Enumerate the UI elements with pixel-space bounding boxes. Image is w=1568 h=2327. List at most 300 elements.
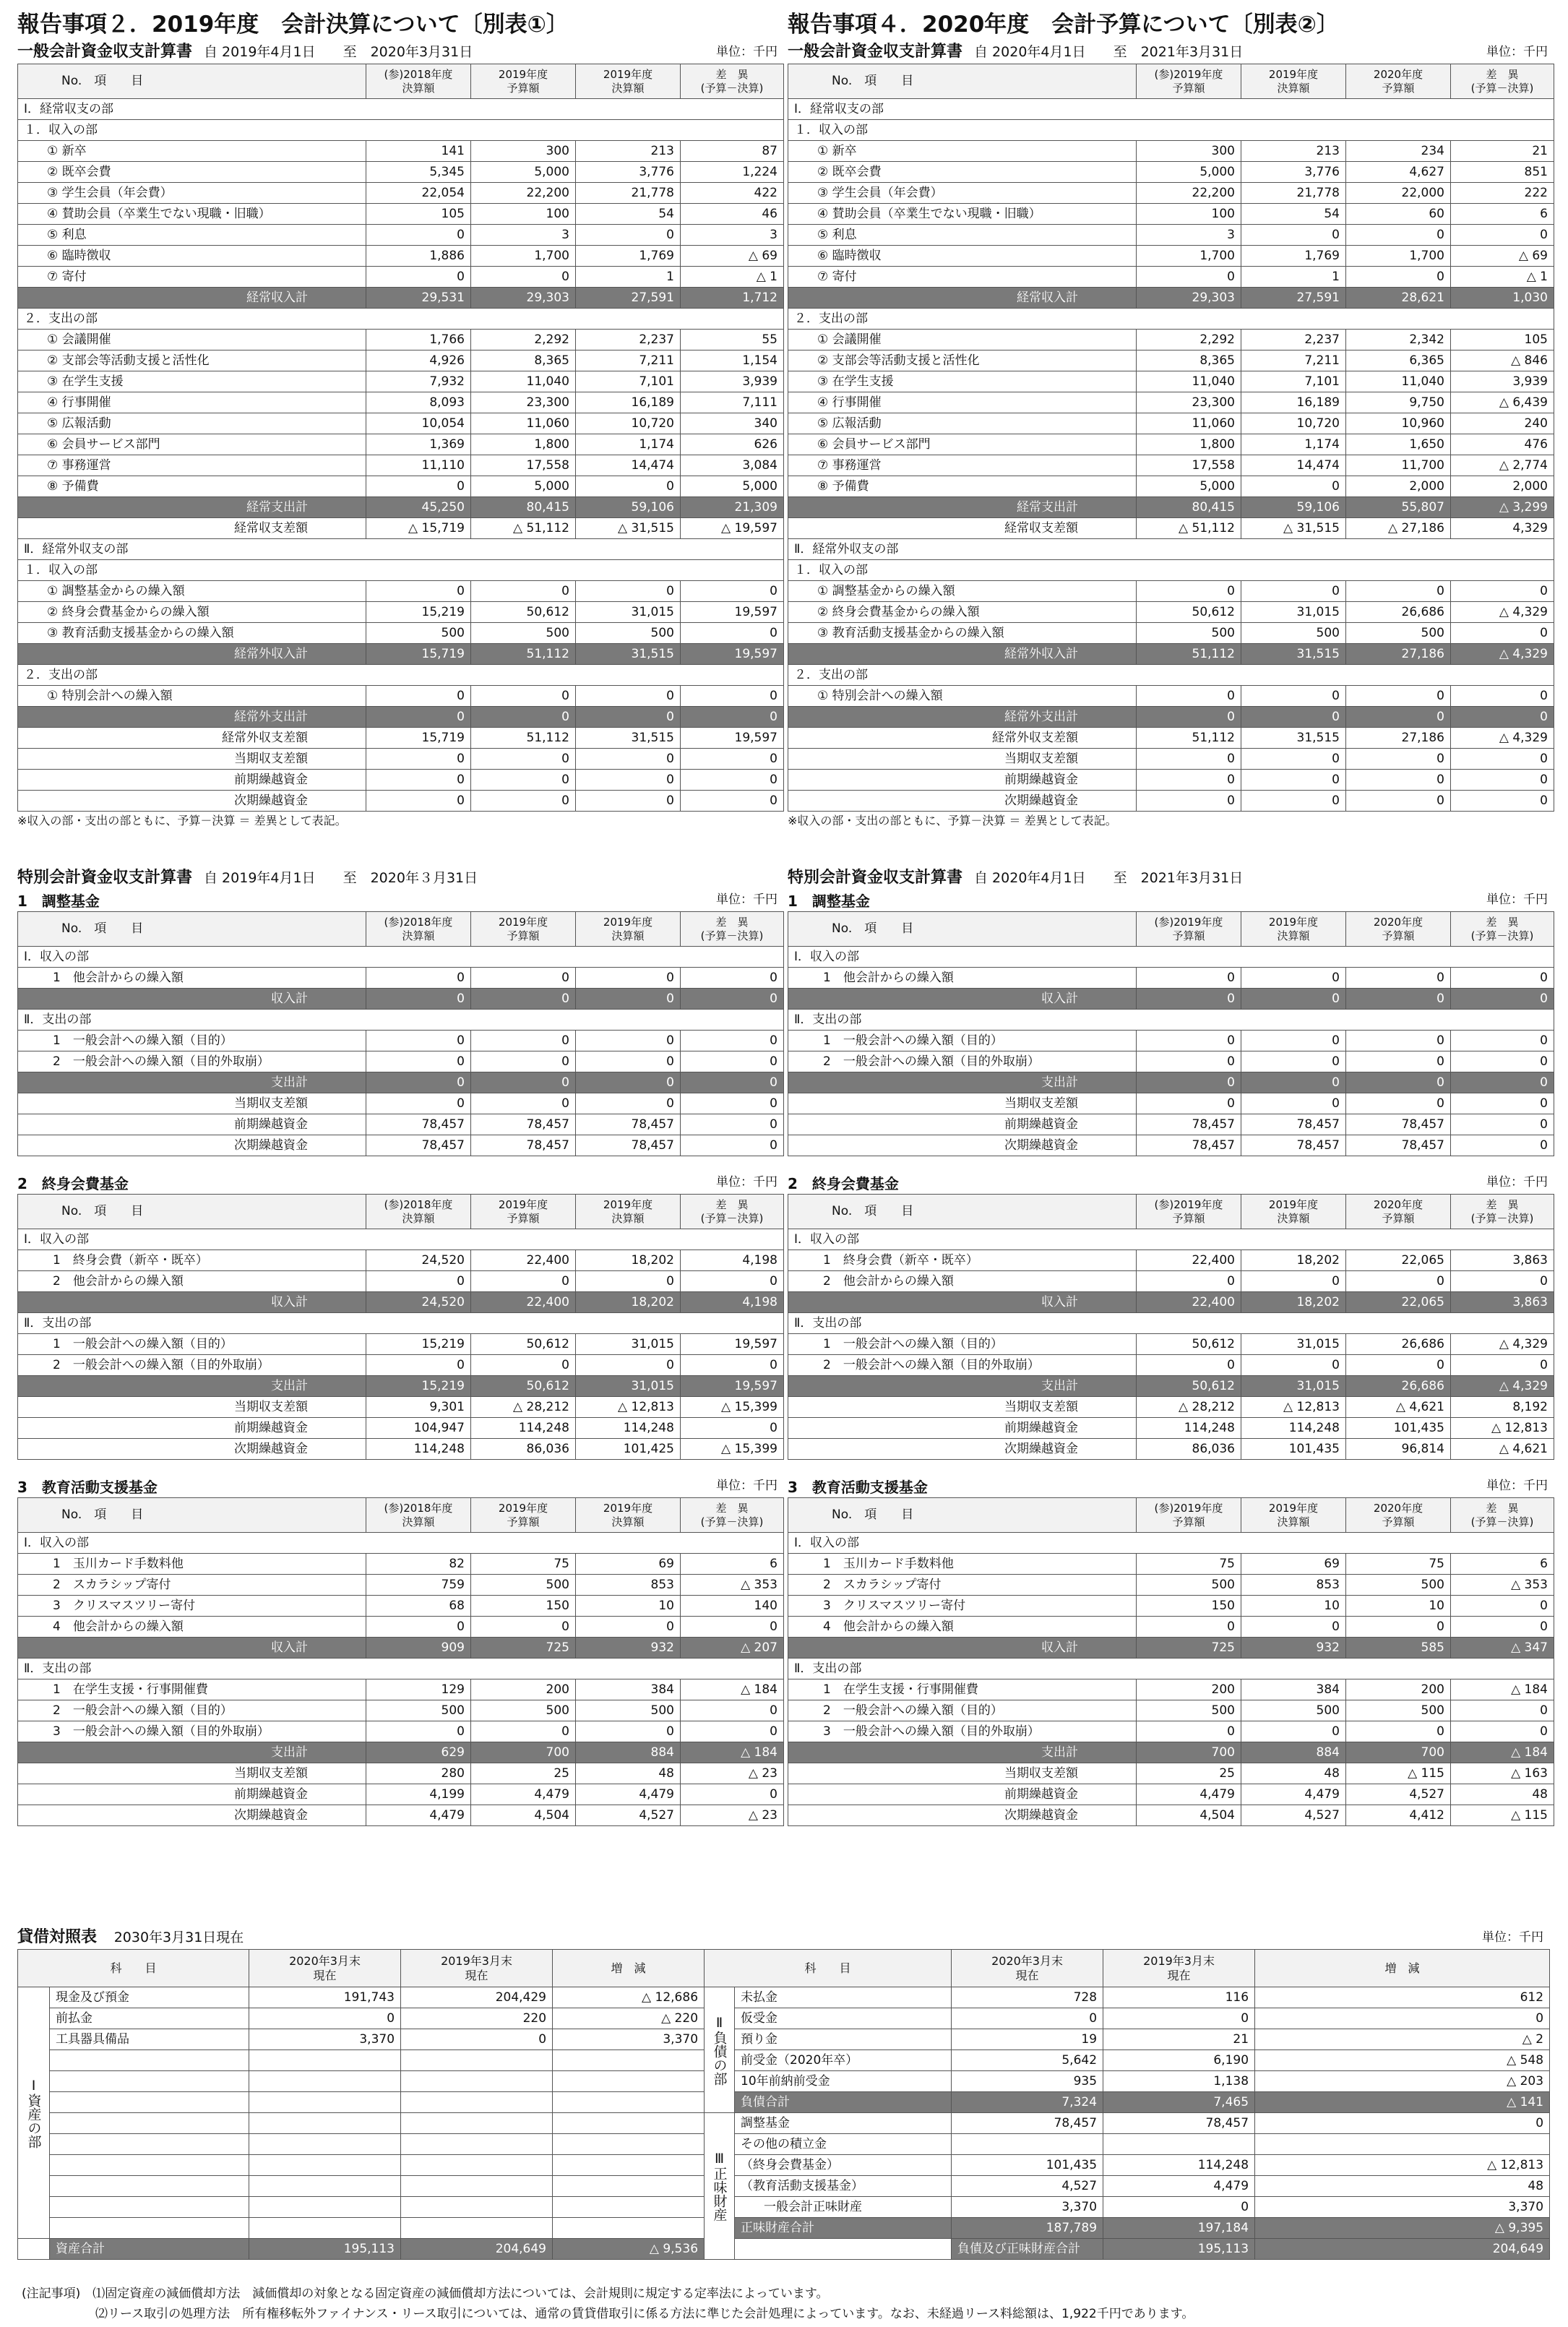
cell-value: 11,110	[366, 455, 471, 476]
row-label: 次期繰越資金	[18, 791, 366, 812]
cell-value: 0	[366, 1355, 471, 1376]
summary-row	[788, 791, 1554, 812]
section-label: Ⅰ．収入の部	[788, 1533, 1554, 1554]
row-label: ⑧ 予備費	[18, 476, 366, 497]
cell-value: 27,591	[1241, 288, 1346, 309]
balance-sheet-title: 貸借対照表	[17, 1928, 98, 1946]
cell-value: 55	[681, 330, 784, 350]
cell-value: 14,474	[1241, 455, 1346, 476]
cell-value: 0	[1255, 2008, 1550, 2029]
column-header: 2020年度 予算額	[1346, 912, 1451, 947]
cell-value: 0	[366, 1093, 471, 1114]
row-label: 2 他会計からの繰入額	[18, 1271, 366, 1292]
cell-value: 4,504	[1137, 1805, 1241, 1826]
cell-value: 384	[576, 1679, 681, 1700]
cell-value: 0	[1451, 1596, 1554, 1617]
cell-value: 48	[1255, 2176, 1550, 2197]
cell-value: 1,700	[1346, 246, 1451, 267]
section-label: １．収入の部	[788, 120, 1554, 141]
row-label: （教育活動支援基金）	[735, 2176, 952, 2197]
cell-value: 213	[576, 141, 681, 162]
cell-value: 0	[366, 476, 471, 497]
cell-value: 114,248	[1137, 1418, 1241, 1439]
table-row	[788, 330, 1554, 350]
period-label: 自 2020年4月1日 至 2021年3月31日	[974, 44, 1244, 60]
cell-value: 25	[471, 1763, 576, 1784]
row-label: 仮受金	[735, 2008, 952, 2029]
cell-value: 0	[1137, 707, 1241, 728]
cell-value: 48	[1451, 1784, 1554, 1805]
section-row	[18, 1229, 784, 1250]
cell-value: 0	[471, 1031, 576, 1051]
cell-value: 10	[1346, 1596, 1451, 1617]
section-row	[788, 1010, 1554, 1031]
row-label: 現金及び預金	[50, 1987, 249, 2008]
total-row	[788, 1638, 1554, 1659]
cell-value: 4,479	[471, 1784, 576, 1805]
row-label: 経常支出計	[18, 497, 366, 518]
column-header: 科 目	[705, 1950, 952, 1987]
cell-value: 0	[366, 581, 471, 602]
table-row	[18, 2092, 1550, 2113]
cell-value: 0	[249, 2008, 401, 2029]
row-label: 収入計	[18, 1638, 366, 1659]
summary-row	[788, 1135, 1554, 1156]
table-header	[18, 912, 784, 947]
cell-value: △ 2,774	[1451, 455, 1554, 476]
cell-value: 0	[681, 989, 784, 1010]
cell-value: 0	[681, 749, 784, 770]
cell-value: 0	[1451, 225, 1554, 246]
special-account-title: 特別会計資金収支計算書	[788, 869, 963, 887]
cell-value: 0	[681, 968, 784, 989]
cell-value: 60	[1346, 204, 1451, 225]
cell-value	[401, 2197, 553, 2218]
fund-table	[17, 1497, 784, 1826]
table-row	[788, 1700, 1554, 1721]
cell-value: △ 23	[681, 1805, 784, 1826]
cell-value: 300	[471, 141, 576, 162]
cell-value: 0	[1137, 1093, 1241, 1114]
cell-value: 0	[681, 791, 784, 812]
row-label: 支出計	[788, 1742, 1137, 1763]
cell-value: 19,597	[681, 602, 784, 623]
cell-value: 45,250	[366, 497, 471, 518]
cell-value: 500	[1346, 623, 1451, 644]
table-note: ※収入の部・支出の部ともに、予算－決算 ＝ 差異として表記。	[788, 814, 1117, 827]
column-header: 差 異 (予算－決算)	[681, 1498, 784, 1533]
cell-value: 0	[576, 1617, 681, 1638]
cell-value	[401, 2113, 553, 2134]
cell-value: 0	[401, 2029, 553, 2050]
row-label: ④ 行事開催	[18, 392, 366, 413]
cell-value: 500	[1346, 1575, 1451, 1596]
cell-value: 0	[471, 1051, 576, 1072]
cell-value: 626	[681, 434, 784, 455]
cell-value	[249, 2218, 401, 2239]
cell-value: 22,065	[1346, 1250, 1451, 1271]
row-label: 経常支出計	[788, 497, 1137, 518]
row-label: 1 在学生支援・行事開催費	[18, 1679, 366, 1700]
special-account-heading	[788, 866, 1554, 890]
table-row	[788, 1617, 1554, 1638]
cell-value: 0	[471, 1721, 576, 1742]
cell-value: 0	[1241, 749, 1346, 770]
table-row	[18, 267, 784, 288]
cell-value: 0	[1451, 1700, 1554, 1721]
cell-value: 1,369	[366, 434, 471, 455]
row-label: 当期収支差額	[788, 1093, 1137, 1114]
cell-value: 0	[1241, 791, 1346, 812]
total-row	[18, 1072, 784, 1093]
cell-value: 204,649	[401, 2239, 553, 2260]
cell-value: 11,040	[471, 371, 576, 392]
cell-value: 280	[366, 1763, 471, 1784]
row-label: 当期収支差額	[18, 1763, 366, 1784]
cell-value: △ 1	[681, 267, 784, 288]
cell-value: 0	[1451, 1051, 1554, 1072]
table-row	[18, 1721, 784, 1742]
cell-value: 50,612	[471, 1376, 576, 1397]
unit-label: 単位：千円	[1486, 1479, 1548, 1493]
row-label: ① 新卒	[788, 141, 1137, 162]
table-row	[788, 1679, 1554, 1700]
section-label: Ⅱ．支出の部	[788, 1010, 1554, 1031]
summary-row	[18, 518, 784, 539]
fund-table	[788, 1194, 1554, 1460]
column-header: 2019年度 決算額	[1241, 64, 1346, 99]
cell-value: 0	[471, 968, 576, 989]
total-row	[788, 1742, 1554, 1763]
cell-value: 500	[1137, 1575, 1241, 1596]
section-row	[788, 1659, 1554, 1679]
table-row	[18, 2176, 1550, 2197]
column-header: 差 異 (予算－決算)	[1451, 912, 1554, 947]
cell-value: 7,111	[681, 392, 784, 413]
total-row	[788, 1292, 1554, 1313]
cell-value: 4,198	[681, 1292, 784, 1313]
row-label: 3 一般会計への繰入額（目的外取崩）	[18, 1721, 366, 1742]
cell-value: 100	[471, 204, 576, 225]
cell-value: 1,700	[471, 246, 576, 267]
row-label	[50, 2155, 249, 2176]
cell-value: 0	[1137, 1721, 1241, 1742]
cell-value: 29,303	[1137, 288, 1241, 309]
cell-value: 22,200	[1137, 183, 1241, 204]
cell-value: 0	[1451, 581, 1554, 602]
cell-value: 1	[576, 267, 681, 288]
row-label	[50, 2071, 249, 2092]
cell-value: 853	[1241, 1575, 1346, 1596]
cell-value: 0	[1451, 1271, 1554, 1292]
row-label: 次期繰越資金	[788, 1135, 1137, 1156]
column-header: 2019年度 決算額	[576, 912, 681, 947]
cell-value: 48	[1241, 1763, 1346, 1784]
row-label: ② 既卒会費	[18, 162, 366, 183]
row-label: 前期繰越資金	[788, 770, 1137, 791]
cell-value: △ 846	[1451, 350, 1554, 371]
cell-value: 96,814	[1346, 1439, 1451, 1460]
row-label: 前期繰越資金	[788, 1418, 1137, 1439]
cell-value: △ 141	[1255, 2092, 1550, 2113]
column-header: (参)2018年度 決算額	[366, 1498, 471, 1533]
table-row	[18, 1679, 784, 1700]
cell-value	[249, 2155, 401, 2176]
cell-value: 0	[681, 1617, 784, 1638]
cell-value: 5,345	[366, 162, 471, 183]
cell-value: 0	[1137, 1031, 1241, 1051]
cell-value: 0	[576, 989, 681, 1010]
cell-value: 213	[1241, 141, 1346, 162]
table-row	[788, 1334, 1554, 1355]
section-label: Ⅱ．経常外収支の部	[18, 539, 784, 560]
cell-value: 3,863	[1451, 1250, 1554, 1271]
cell-value: △ 51,112	[1137, 518, 1241, 539]
cell-value: 78,457	[576, 1114, 681, 1135]
cell-value: △ 12,686	[553, 1987, 705, 2008]
cell-value: 22,400	[471, 1250, 576, 1271]
cell-value: 1	[1241, 267, 1346, 288]
cell-value: 0	[576, 1271, 681, 1292]
cell-value: 1,700	[1137, 246, 1241, 267]
cell-value: 150	[1137, 1596, 1241, 1617]
summary-row	[18, 791, 784, 812]
table-row	[788, 476, 1554, 497]
cell-value: 0	[1451, 1721, 1554, 1742]
row-label: 1 終身会費（新卒・既卒）	[18, 1250, 366, 1271]
fund-title: 2 終身会費基金	[788, 1175, 899, 1192]
cell-value: 2,292	[1137, 330, 1241, 350]
section-row	[788, 539, 1554, 560]
section-row	[788, 309, 1554, 330]
section-row	[788, 120, 1554, 141]
fund-table	[788, 911, 1554, 1156]
column-header: 差 異 (予算－決算)	[1451, 1195, 1554, 1229]
cell-value: 0	[366, 989, 471, 1010]
period-label: 自 2019年4月1日 至 2020年３月31日	[204, 870, 478, 886]
cell-value: △ 69	[681, 246, 784, 267]
row-label: 支出計	[788, 1376, 1137, 1397]
cell-value: 18,202	[576, 1292, 681, 1313]
unit-label: 単位：千円	[716, 892, 777, 907]
cell-value: 22,400	[1137, 1250, 1241, 1271]
cell-value: 78,457	[1241, 1135, 1346, 1156]
table-row	[18, 183, 784, 204]
cell-value: 853	[576, 1575, 681, 1596]
cell-value: 0	[1255, 2113, 1550, 2134]
cell-value: 0	[1241, 1721, 1346, 1742]
general-account-table	[788, 64, 1554, 812]
cell-value: 0	[576, 1355, 681, 1376]
column-header: No. 項 目	[18, 1498, 366, 1533]
row-label: 経常外支出計	[18, 707, 366, 728]
cell-value	[1255, 2134, 1550, 2155]
section-row	[18, 1010, 784, 1031]
table-row	[788, 455, 1554, 476]
row-label: ⑦ 事務運営	[788, 455, 1137, 476]
cell-value	[401, 2071, 553, 2092]
fund-title: 3 教育活動支援基金	[17, 1479, 158, 1496]
cell-value: 0	[1241, 1051, 1346, 1072]
table-row	[18, 413, 784, 434]
column-header: No. 項 目	[18, 1195, 366, 1229]
cell-value: 200	[471, 1679, 576, 1700]
cell-value: 0	[366, 1051, 471, 1072]
cell-value	[401, 2134, 553, 2155]
row-label: 当期収支差額	[788, 1763, 1137, 1784]
cell-value: 31,015	[576, 602, 681, 623]
cell-value: 4,627	[1346, 162, 1451, 183]
cell-value: 500	[471, 1575, 576, 1596]
cell-value: 78,457	[1346, 1135, 1451, 1156]
row-label: 1 一般会計への繰入額（目的）	[788, 1334, 1137, 1355]
general-account-title: 一般会計資金収支計算書	[17, 43, 193, 61]
cell-value: 2,292	[471, 330, 576, 350]
row-label: ③ 教育活動支援基金からの繰入額	[788, 623, 1137, 644]
row-label: ⑤ 利息	[788, 225, 1137, 246]
cell-value: 0	[576, 707, 681, 728]
cell-value: 0	[1346, 686, 1451, 707]
cell-value: 68	[366, 1596, 471, 1617]
row-label: 次期繰越資金	[788, 791, 1137, 812]
row-label: 経常外収入計	[788, 644, 1137, 665]
cell-value	[553, 2113, 705, 2134]
cell-value: 101,425	[576, 1439, 681, 1460]
cell-value: △ 548	[1255, 2050, 1550, 2071]
row-label: ② 支部会等活動支援と活性化	[788, 350, 1137, 371]
cell-value: 0	[471, 707, 576, 728]
row-label: 経常外支出計	[788, 707, 1137, 728]
cell-value: 0	[681, 770, 784, 791]
cell-value: 0	[681, 623, 784, 644]
cell-value: 1,712	[681, 288, 784, 309]
cell-value: 0	[1241, 770, 1346, 791]
column-header: 差 異 (予算－決算)	[681, 1195, 784, 1229]
column-header: 2020年3月末 現在	[249, 1950, 401, 1987]
cell-value: 11,040	[1137, 371, 1241, 392]
asset-section-label: Ⅰ資産の部	[18, 1987, 50, 2239]
row-label: ⑥ 会員サービス部門	[18, 434, 366, 455]
cell-value: 6	[681, 1554, 784, 1575]
fund-heading	[788, 890, 1554, 911]
cell-value: 22,000	[1346, 183, 1451, 204]
cell-value: △ 69	[1451, 246, 1554, 267]
cell-value: 422	[681, 183, 784, 204]
cell-value: 11,040	[1346, 371, 1451, 392]
cell-value: 21,778	[1241, 183, 1346, 204]
cell-value: 2,342	[1346, 330, 1451, 350]
cell-value: 4,412	[1346, 1805, 1451, 1826]
cell-value	[249, 2113, 401, 2134]
cell-value: 6,190	[1103, 2050, 1255, 2071]
cell-value: 200	[1137, 1679, 1241, 1700]
column-header: No. 項 目	[18, 64, 366, 99]
table-row	[788, 204, 1554, 225]
cell-value: 240	[1451, 413, 1554, 434]
section-label: Ⅰ．経常収支の部	[18, 99, 784, 120]
row-label: 2 一般会計への繰入額（目的）	[788, 1700, 1137, 1721]
row-label: ③ 在学生支援	[788, 371, 1137, 392]
cell-value: 8,365	[471, 350, 576, 371]
cell-value: 1,174	[576, 434, 681, 455]
cell-value: 0	[1346, 1721, 1451, 1742]
cell-value: 4,329	[1451, 518, 1554, 539]
row-label: 当期収支差額	[18, 1093, 366, 1114]
total-row	[18, 707, 784, 728]
section-label: Ⅱ．支出の部	[18, 1010, 784, 1031]
cell-value: 101,435	[1241, 1439, 1346, 1460]
cell-value: 19	[952, 2029, 1103, 2050]
section-label: ２．支出の部	[788, 309, 1554, 330]
cell-value: 500	[576, 1700, 681, 1721]
cell-value: 27,186	[1346, 728, 1451, 749]
cell-value: 0	[681, 1271, 784, 1292]
footnote-2: ⑵リース取引の処理方法 所有権移転外ファイナンス・リース取引については、通常の賃貸借取引に係る方法に準じた会計処理によっています。なお、未経過リース料総額は、1,922千円であります。	[22, 2307, 1194, 2321]
cell-value: 31,015	[1241, 602, 1346, 623]
cell-value	[1103, 2134, 1255, 2155]
row-label: 2 一般会計への繰入額（目的外取崩）	[788, 1051, 1137, 1072]
cell-value: 29,531	[366, 288, 471, 309]
summary-row	[18, 1093, 784, 1114]
cell-value: 500	[471, 1700, 576, 1721]
cell-value: 0	[1346, 1617, 1451, 1638]
cell-value: 10,960	[1346, 413, 1451, 434]
row-label: 10年前納前受金	[735, 2071, 952, 2092]
cell-value: 5,000	[471, 476, 576, 497]
cell-value: 80,415	[1137, 497, 1241, 518]
table-row	[788, 581, 1554, 602]
section-row	[18, 947, 784, 968]
cell-value: 51,112	[1137, 728, 1241, 749]
cell-value: 932	[576, 1638, 681, 1659]
cell-value: △ 15,399	[681, 1397, 784, 1418]
cell-value: 0	[681, 686, 784, 707]
cell-value: 10,054	[366, 413, 471, 434]
row-label: 未払金	[735, 1987, 952, 2008]
general-account-title: 一般会計資金収支計算書	[788, 43, 963, 61]
cell-value	[553, 2050, 705, 2071]
cell-value: 0	[1346, 989, 1451, 1010]
cell-value: 7,101	[1241, 371, 1346, 392]
row-label: 2 他会計からの繰入額	[788, 1271, 1137, 1292]
cell-value: 5,000	[471, 162, 576, 183]
cell-value: 140	[681, 1596, 784, 1617]
cell-value: 78,457	[366, 1135, 471, 1156]
column-header: 2019年度 予算額	[471, 1498, 576, 1533]
cell-value: 0	[1137, 968, 1241, 989]
cell-value: 3,370	[553, 2029, 705, 2050]
table-row	[788, 141, 1554, 162]
table-row	[18, 141, 784, 162]
summary-row	[788, 1439, 1554, 1460]
table-row	[18, 330, 784, 350]
cell-value: 1,769	[576, 246, 681, 267]
cell-value: 4,527	[952, 2176, 1103, 2197]
row-label: 経常収入計	[18, 288, 366, 309]
cell-value	[401, 2155, 553, 2176]
cell-value: 18,202	[1241, 1292, 1346, 1313]
cell-value: 0	[1346, 225, 1451, 246]
cell-value: 0	[576, 476, 681, 497]
row-label: ② 既卒会費	[788, 162, 1137, 183]
cell-value: 0	[366, 1031, 471, 1051]
cell-value: 0	[1241, 989, 1346, 1010]
row-label: ⑧ 予備費	[788, 476, 1137, 497]
row-label: ④ 賛助会員（卒業生でない現職・旧職）	[18, 204, 366, 225]
table-header	[788, 1498, 1554, 1533]
section-row	[18, 1533, 784, 1554]
row-label: ③ 在学生支援	[18, 371, 366, 392]
